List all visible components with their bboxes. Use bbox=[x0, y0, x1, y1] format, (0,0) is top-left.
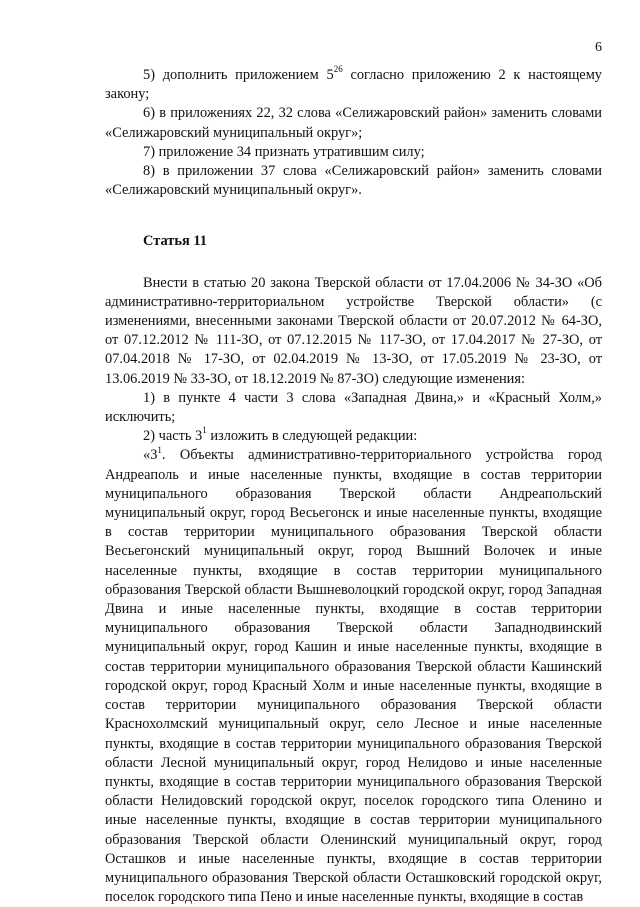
superscript: 1 bbox=[157, 444, 162, 455]
quote-text: . Объекты административно-территориального устройства город Андреаполь и иные населенные пункты, входящие в состав территории муниципального образования Тверской области Андреапольский муниципальный округ, город Весьегонск и иные населенные пункты, входящие в состав территории муниципального образования Тверской области Весьегонский муниципальный округ, город Вышний Волочек и иные населенные пункты, входящие в состав территории муниципального образования Тверской области Вышневолоцкий городской округ, город Западная Двина и иные населенные пункты, входящие в состав территории муниципального образования Тверской области Западнодвинский муниципальный округ, город Кашин и иные населенные пункты, входящие в состав территории муниципального образования Тверской области Кашинский городской округ, город Красный Холм и иные населенные пункты, входящие в состав территории муниципального образования Тверской области Краснохолмский муниципальный округ, село Лесное и иные населенные пункты, входящие в состав территории муниципального образования Тверской области Лесной муниципальный округ, город Нелидово и иные населенные пункты, входящие в состав территории муниципального образования Тверской области Нелидовский городской округ, поселок городского типа Оленино и иные населенные пункты, входящие в состав территории муниципального образования Тверской области Оленинский муниципальный округ, город Осташков и иные населенные пункты, входящие в состав территории муниципального образования Тверской области Осташковский городской округ, поселок городского типа Пено и иные населенные пункты, входящие в состав bbox=[105, 447, 602, 906]
list-item-text: согласно приложению 2 к настоящему закону; bbox=[105, 67, 602, 103]
item-text: изложить в следующей редакции: bbox=[206, 428, 418, 445]
item-text: 2) часть 3 bbox=[143, 428, 203, 445]
superscript: 1 bbox=[202, 425, 207, 436]
article-title: Статья 11 bbox=[143, 233, 207, 250]
page-number: 6 bbox=[595, 40, 602, 55]
list-item-6: 6) в приложениях 22, 32 слова «Селижаровский район» заменить словами «Селижаровский муниципальный округ»; bbox=[105, 105, 602, 141]
quoted-part bbox=[105, 446, 602, 907]
article-item-2 bbox=[105, 427, 602, 446]
document-body bbox=[105, 66, 602, 907]
list-item-5 bbox=[105, 66, 602, 104]
article-intro: Внести в статью 20 закона Тверской области от 17.04.2006 № 34-ЗО «Об административно-территориальном устройстве Тверской области» (с изменениями, внесенными законами Тверской области от 20.07.2012 № 64-ЗО, от 07.12.2012 № 111-ЗО, от 07.12.2015 № 117-ЗО, от 17.04.2017 № 27-ЗО, от 07.04.2018 № 17-ЗО, от 02.04.2019 № 13-ЗО, от 17.05.2019 № 23-ЗО, от 13.06.2019 № 33-ЗО, от 18.12.2019 № 87-ЗО) следующие изменения: bbox=[105, 274, 602, 387]
list-item-text: 5) дополнить приложением 5 bbox=[143, 67, 334, 83]
article-item-1: 1) в пункте 4 части 3 слова «Западная Двина,» и «Красный Холм,» исключить; bbox=[105, 389, 602, 426]
list-item-8: 8) в приложении 37 слова «Селижаровский район» заменить словами «Селижаровский муниципальный округ». bbox=[105, 163, 602, 199]
list-item-7: 7) приложение 34 признать утратившим силу; bbox=[143, 143, 425, 160]
quote-text: «3 bbox=[143, 447, 158, 464]
superscript: 26 bbox=[333, 64, 343, 75]
